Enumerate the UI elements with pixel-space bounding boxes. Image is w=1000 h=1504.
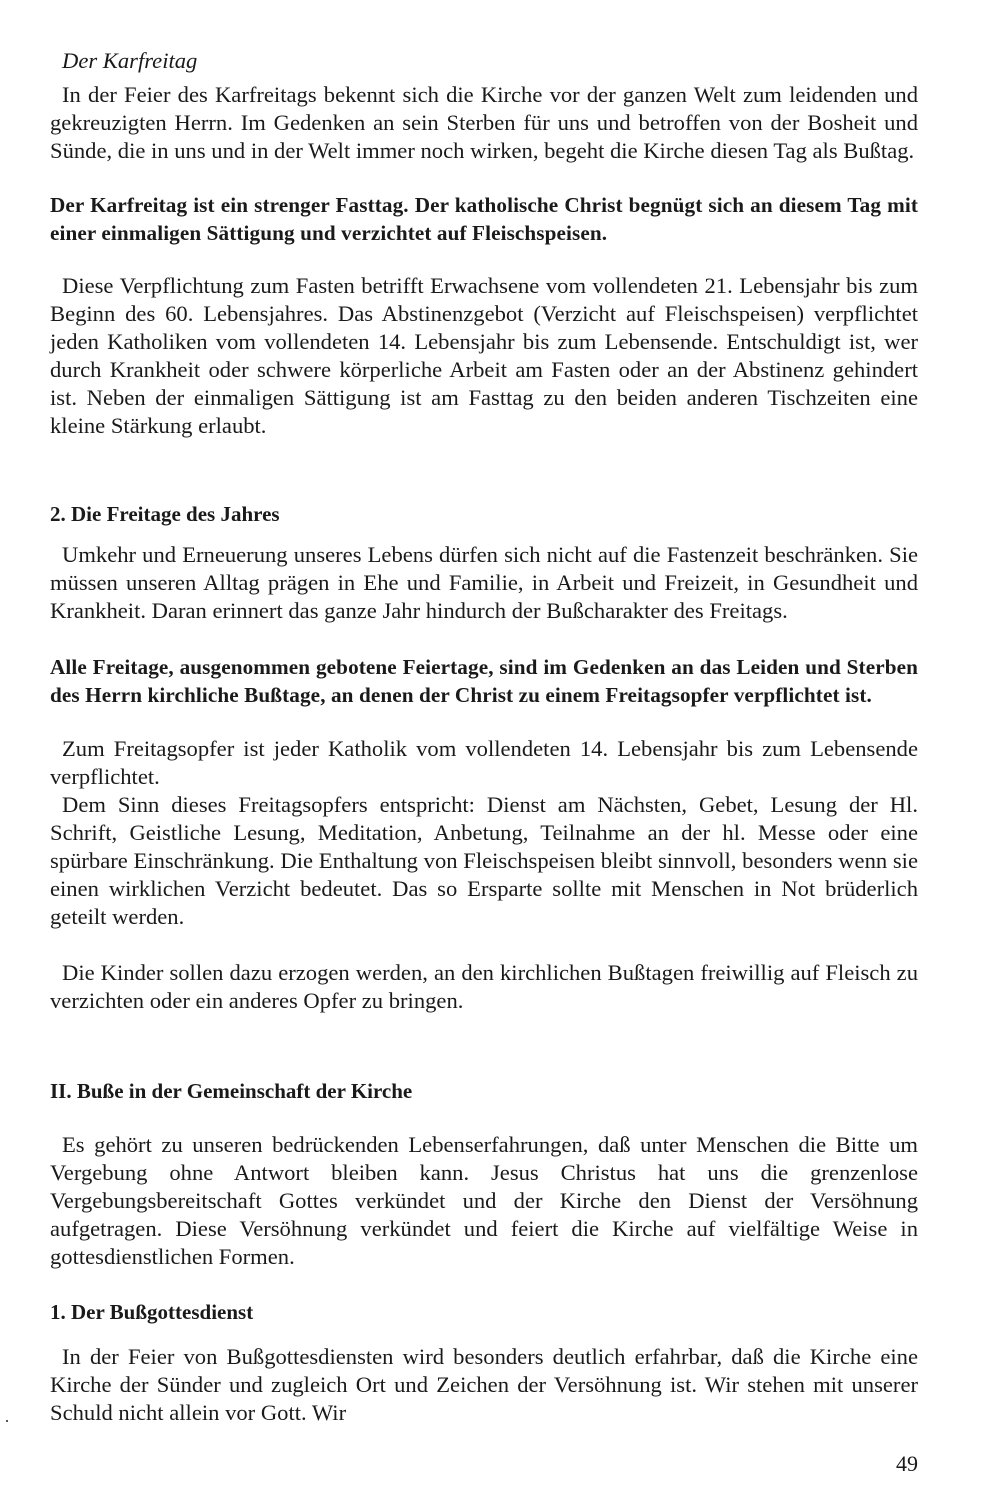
paragraph-freitage-meaning: Dem Sinn dieses Freitagsopfers entspricht: Dienst am Nächsten, Gebet, Lesung der Hl. Schrift, Geistliche Lesung, Meditation, Anbetung, Teilnahme an der hl. Messe oder eine spürbare Einschränkung. Die Enthaltung von Fleischspeisen bleibt sinnvoll, besonders wenn sie einen wirklichen Verzicht bedeutet. Das so Ersparte sollte mit Menschen in Not brüderlich geteilt werden. xyxy=(50,792,918,929)
paragraph-freitage-rule: Alle Freitage, ausgenommen gebotene Feiertage, sind im Gedenken an das Leiden und Sterben des Herrn kirchliche Bußtage, an denen der Christ zu einem Freitagsopfer verpflichtet ist. xyxy=(50,655,918,707)
paragraph-busse-intro: Es gehört zu unseren bedrückenden Lebenserfahrungen, daß unter Menschen die Bitte um Vergebung ohne Antwort bleiben kann. Jesus Christus hat uns die grenzenlose Vergebungsbereitschaft Gottes verkündet und der Kirche den Dienst der Versöhnung aufgetragen. Diese Versöhnung verkündet und feiert die Kirche auf vielfältige Weise in gottesdienstlichen Formen. xyxy=(50,1132,918,1269)
scan-speck xyxy=(6,1420,8,1422)
heading-busse-gemeinschaft: II. Buße in der Gemeinschaft der Kirche xyxy=(50,1079,413,1103)
paragraph-karfreitag-obligation: Diese Verpflichtung zum Fasten betrifft Erwachsene vom vollendeten 21. Lebensjahr bis zum Beginn des 60. Lebensjahres. Das Abstinenzgebot (Verzicht auf Fleischspeisen) verpflichtet jeden Katholiken vom vollendeten 14. Lebensjahr bis zum Lebensende. Entschuldigt ist, wer durch Krankheit oder schwere körperliche Arbeit am Fasten oder an der Abstinenz gehindert ist. Neben der einmaligen Sättigung ist am Fasttag zu den beiden anderen Tischzeiten eine kleine Stärkung erlaubt. xyxy=(50,273,918,438)
paragraph-bussgottesdienst-intro: In der Feier von Bußgottesdiensten wird besonders deutlich erfahrbar, daß die Kirche eine Kirche der Sünder und zugleich Ort und Zeichen der Versöhnung ist. Wir stehen mit unserer Schuld nicht allein vor Gott. Wir xyxy=(50,1344,918,1425)
page-number: 49 xyxy=(896,1451,918,1476)
heading-bussgottesdienst: 1. Der Bußgottesdienst xyxy=(50,1300,254,1324)
paragraph-karfreitag-rule: Der Karfreitag ist ein strenger Fasttag. Der katholische Christ begnügt sich an diesem Tag mit einer einmaligen Sättigung und verzichtet auf Fleischspeisen. xyxy=(50,193,918,245)
paragraph-freitage-children: Die Kinder sollen dazu erzogen werden, an den kirchlichen Bußtagen freiwillig auf Fleisch zu verzichten oder ein anderes Opfer zu bringen. xyxy=(50,960,918,1013)
paragraph-freitage-intro: Umkehr und Erneuerung unseres Lebens dürfen sich nicht auf die Fastenzeit beschränken. Sie müssen unseren Alltag prägen in Ehe und Familie, in Arbeit und Freizeit, in Gesundheit und Krankheit. Daran erinnert das ganze Jahr hindurch der Bußcharakter des Freitags. xyxy=(50,542,918,623)
paragraph-freitage-obligation: Zum Freitagsopfer ist jeder Katholik vom vollendeten 14. Lebensjahr bis zum Lebensende verpflichtet. xyxy=(50,736,918,789)
section-subtitle-karfreitag: Der Karfreitag xyxy=(62,48,198,73)
paragraph-karfreitag-intro: In der Feier des Karfreitags bekennt sich die Kirche vor der ganzen Welt zum leidenden und gekreuzigten Herrn. Im Gedenken an sein Sterben für uns und betroffen von der Bosheit und Sünde, die in uns und in der Welt immer noch wirken, begeht die Kirche diesen Tag als Bußtag. xyxy=(50,82,918,163)
heading-freitage-des-jahres: 2. Die Freitage des Jahres xyxy=(50,502,280,526)
